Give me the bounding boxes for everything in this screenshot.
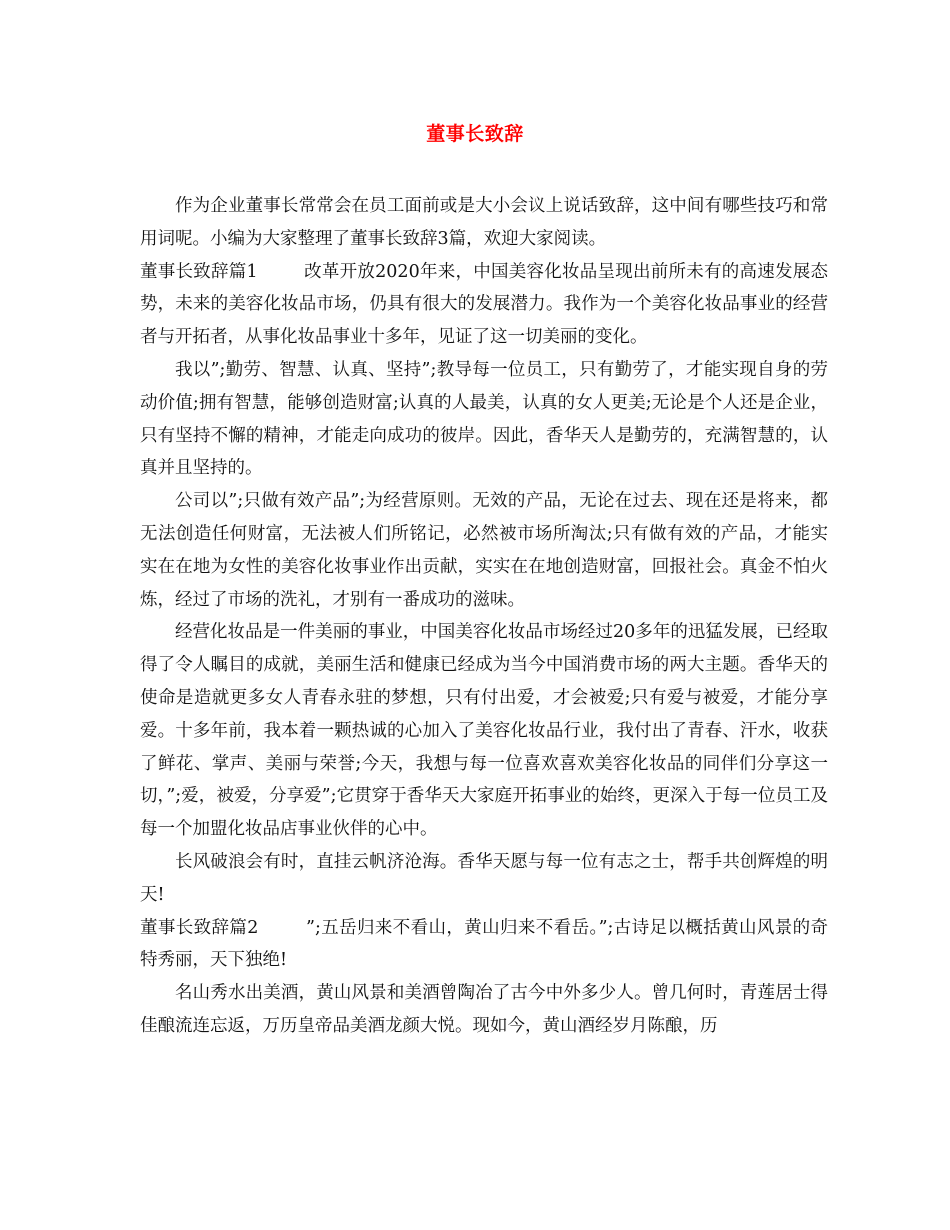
document-title: 董事长致辞 — [426, 123, 524, 145]
section-1-lead: 改革开放2020年来，中国美容化妆品呈现出前所未有的高速发展态势，未来的美容化妆品市场，仍具有很大的发展潜力。我作为一个美容化妆品事业的经营者与开拓者，从事化妆品事业十多年，见证了这一切美丽的变化。 — [140, 261, 828, 348]
section-1 — [140, 256, 828, 354]
document-body — [140, 190, 828, 1043]
section-2-gap — [258, 918, 306, 938]
section-1-paragraph-4: 长风破浪会有时，直挂云帆济沧海。香华天愿与每一位有志之士，帮手共创辉煌的明天! — [140, 851, 828, 905]
section-1-paragraph-1: 我以”;勤劳、智慧、认真、坚持”;教导每一位员工，只有勤劳了，才能实现自身的劳动价值;拥有智慧，能够创造财富;认真的人最美，认真的女人更美;无论是个人还是企业，只有坚持不懈的精神，才能走向成功的彼岸。因此，香华天人是勤劳的，充满智慧的，认真并且坚持的。 — [140, 359, 828, 479]
section-2-lead: ”;五岳归来不看山，黄山归来不看岳。”;古诗足以概括黄山风景的奇特秀丽，天下独绝! — [140, 917, 828, 971]
section-1-paragraph-3: 经营化妆品是一件美丽的事业，中国美容化妆品市场经过20多年的迅猛发展，已经取得了令人瞩目的成就，美丽生活和健康已经成为当今中国消费市场的两大主题。香华天的使命是造就更多女人青春永驻的梦想，只有付出爱，才会被爱;只有爱与被爱，才能分享爱。十多年前，我本着一颗热诚的心加入了美容化妆品行业，我付出了青春、汗水，收获了鲜花、掌声、美丽与荣誉;今天，我想与每一位喜欢喜欢美容化妆品的同伴们分享这一切，”;爱，被爱，分享爱”;它贯穿于香华天大家庭开拓事业的始终，更深入于每一位员工及每一个加盟化妆品店事业伙伴的心中。 — [140, 622, 828, 840]
section-2-paragraph-1: 名山秀水出美酒，黄山风景和美酒曾陶冶了古今中外多少人。曾几何时，青莲居士得佳酿流连忘返，万历皇帝品美酒龙颜大悦。现如今，黄山酒经岁月陈酿，历 — [140, 983, 828, 1036]
section-2-heading: 董事长致辞篇2 — [140, 917, 259, 938]
section-2 — [140, 912, 828, 978]
intro-paragraph: 作为企业董事长常常会在员工面前或是大小会议上说话致辞，这中间有哪些技巧和常用词呢。小编为大家整理了董事长致辞3篇，欢迎大家阅读。 — [140, 196, 828, 249]
section-1-heading: 董事长致辞篇1 — [140, 261, 258, 282]
section-1-gap — [258, 262, 305, 282]
section-1-paragraph-2: 公司以”;只做有效产品”;为经营原则。无效的产品，无论在过去、现在还是将来，都无法创造任何财富，无法被人们所铭记，必然被市场所淘汰;只有做有效的产品，才能实实在在地为女性的美容化妆事业作出贡献，实实在在地创造财富，回报社会。真金不怕火炼，经过了市场的洗礼，才别有一番成功的滋味。 — [140, 491, 828, 610]
